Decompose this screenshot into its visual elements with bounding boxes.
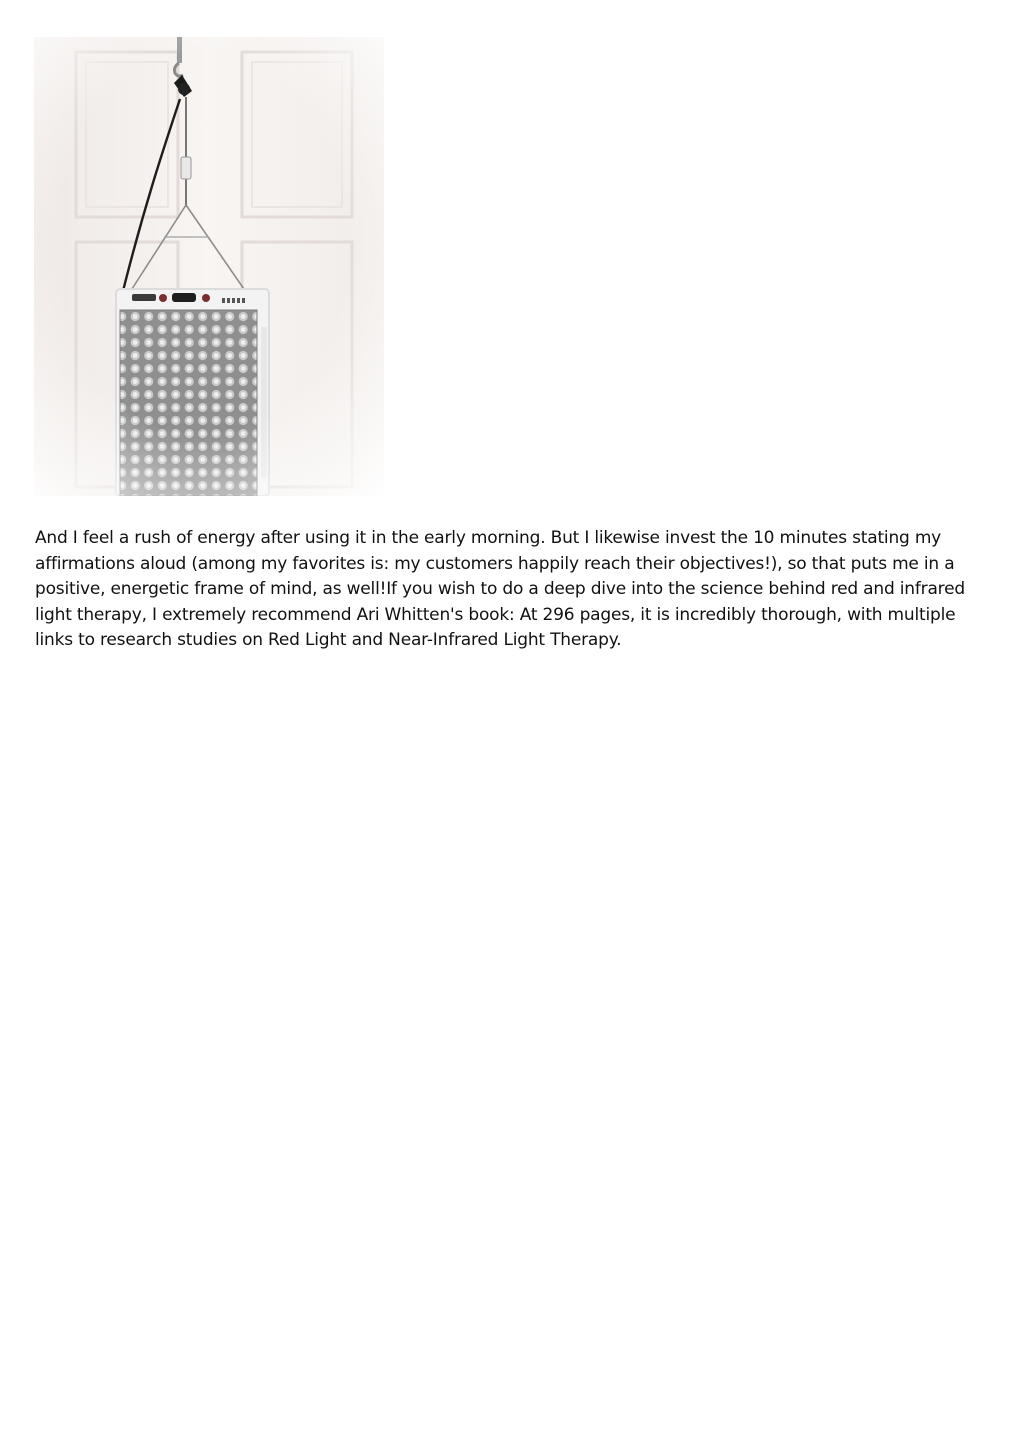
red-light-panel-photo — [34, 37, 384, 496]
photo-image — [34, 37, 384, 496]
body-paragraph: And I feel a rush of energy after using it in the early morning. But I likewise invest the 10 minutes stating my affirmations aloud (among my favorites is: my customers happily reach their objectives!), so that puts me in a positive, energetic frame of mind, as well!If you wish to do a deep dive into the science behind red and infrared light therapy, I extremely recommend Ari Whitten's book: At 296 pages, it is incredibly thorough, with multiple links to research studies on Red Light and Near-Infrared Light Therapy. — [35, 528, 965, 651]
